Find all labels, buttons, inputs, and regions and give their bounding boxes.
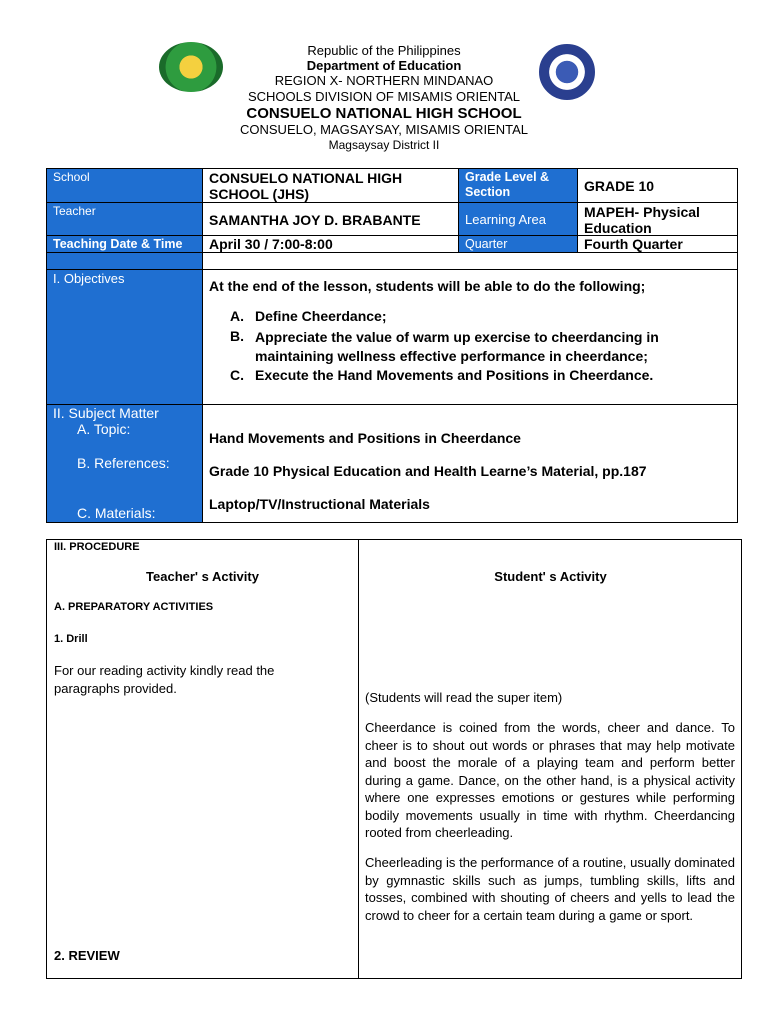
district-line: Magsaysay District II <box>328 138 440 152</box>
teacher-instruction: For our reading activity kindly read the paragraphs provided. <box>54 663 275 696</box>
objective-letter-a: A. <box>230 308 244 324</box>
procedure-title: III. PROCEDURE <box>54 541 140 553</box>
objective-letter-c: C. <box>230 367 244 383</box>
quarter-label: Quarter <box>458 235 578 253</box>
materials-value: Laptop/TV/Instructional Materials <box>209 496 430 512</box>
objectives-intro: At the end of the lesson, students will be able to do the following; <box>209 278 646 294</box>
materials-label: C. Materials: <box>77 505 156 521</box>
topic-value: Hand Movements and Positions in Cheerdance <box>209 430 521 446</box>
teacher-label: Teacher <box>46 202 203 236</box>
cheerleading-paragraph: Cheerleading is the performance of a routine, usually dominated by gymnastic skills such as jumps, tumbling skills, lifts and tosses, combined with shouting of cheers and yells to lead the crowd to cheer for a certain team during a game or sport. <box>365 855 735 923</box>
area-label: Learning Area <box>458 202 578 236</box>
quarter-value: Fourth Quarter <box>577 235 738 253</box>
grade-value: GRADE 10 <box>577 168 738 203</box>
school-name: CONSUELO NATIONAL HIGH SCHOOL <box>246 105 522 122</box>
grade-label: Grade Level & Section <box>458 168 578 203</box>
school-value: CONSUELO NATIONAL HIGH SCHOOL (JHS) <box>202 168 459 203</box>
school-address: CONSUELO, MAGSAYSAY, MISAMIS ORIENTAL <box>240 122 528 137</box>
teacher-activity-heading: Teacher' s Activity <box>146 569 259 584</box>
date-label: Teaching Date & Time <box>46 235 203 253</box>
spacer-label <box>46 252 203 270</box>
subject-label-cell <box>46 404 203 523</box>
references-label: B. References: <box>77 455 170 471</box>
review-label: 2. REVIEW <box>54 948 120 963</box>
drill-label: 1. Drill <box>54 633 88 645</box>
procedure-table <box>46 539 742 979</box>
republic-line: Republic of the Philippines <box>307 43 461 58</box>
topic-label: A. Topic: <box>77 421 131 437</box>
objective-c: Execute the Hand Movements and Positions in Cheerdance. <box>255 367 654 383</box>
division-line: SCHOOLS DIVISION OF MISAMIS ORIENTAL <box>247 89 521 104</box>
teacher-value: SAMANTHA JOY D. BRABANTE <box>202 202 459 236</box>
references-value: Grade 10 Physical Education and Health Learne’s Material, pp.187 <box>209 463 647 479</box>
cheerdance-paragraph: Cheerdance is coined from the words, cheer and dance. To cheer is to shout out words or phrases that may help motivate and boost the morale of a playing team and perform better during a game. Dance, on the other hand, is a physical activity where one expresses emotions or gestures while performing bodily movements usually in time with rhythm. Cheerdancing rooted from cheerleading. <box>365 720 735 840</box>
objectives-cell <box>202 269 738 405</box>
student-note: (Students will read the super item) <box>365 690 563 705</box>
subject-label: II. Subject Matter <box>53 405 159 421</box>
subject-value-cell <box>202 404 738 523</box>
department-line: Department of Education <box>306 58 462 73</box>
objectives-label: I. Objectives <box>46 269 203 405</box>
column-divider <box>358 540 359 978</box>
objective-letter-b: B. <box>230 328 244 344</box>
preparatory-activities: A. PREPARATORY ACTIVITIES <box>54 601 214 613</box>
region-line: REGION X- NORTHERN MINDANAO <box>274 73 494 88</box>
spacer-value <box>202 252 738 270</box>
date-value: April 30 / 7:00-8:00 <box>202 235 459 253</box>
student-activity-heading: Student' s Activity <box>494 569 607 584</box>
school-label: School <box>46 168 203 203</box>
objective-a: Define Cheerdance; <box>255 308 387 324</box>
area-value: MAPEH- Physical Education <box>577 202 738 236</box>
objective-b: Appreciate the value of warm up exercise to cheerdancing in maintaining wellness effective performance in cheerdance; <box>255 329 659 364</box>
lesson-info-table <box>46 168 738 523</box>
